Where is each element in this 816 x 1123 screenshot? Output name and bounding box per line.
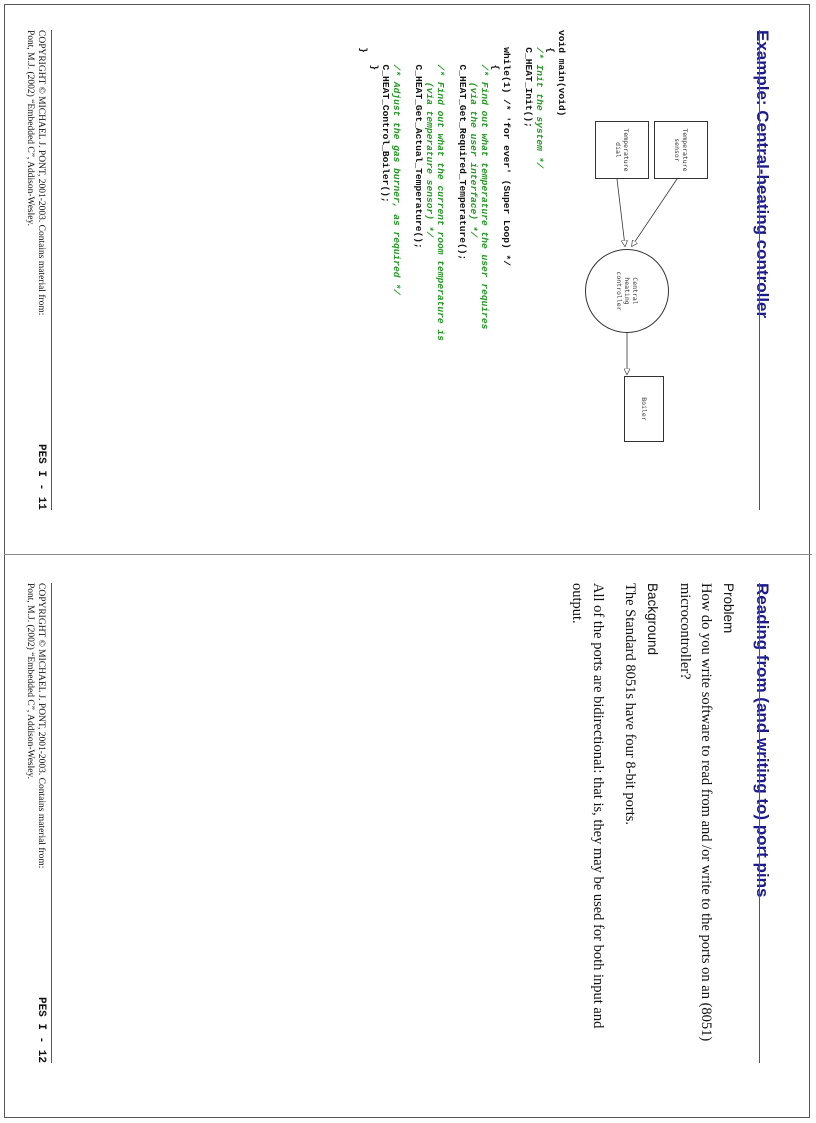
slide-footer (24, 30, 46, 510)
background-text: All of the ports are bidirectional: that is, they may be used for both input and output. (569, 583, 606, 1029)
code-line: while(1) /* 'for ever' (Super Loop) */ (501, 30, 512, 267)
code-line: } (369, 30, 380, 71)
code-comment: /* Init the system */ (534, 30, 545, 169)
background-heading: Background (645, 583, 660, 656)
boiler-box: Boiler (624, 376, 664, 442)
code-comment: (via the user interface) */ (468, 30, 479, 238)
page-number: PES I - 12 (35, 996, 47, 1063)
copyright-line: COPYRIGHT © MICHAEL J. PONT, 2001-2003. Contains material from: (36, 30, 46, 316)
slide-11 (4, 6, 812, 552)
temperature-sensor-box: Temperature sensor (654, 121, 708, 179)
code-comment: /* Find out what the current room temperature is (435, 30, 446, 341)
code-line: } (358, 30, 369, 54)
bottom-rule (51, 583, 52, 1063)
citation-line: Pont, M.J. (2002) “Embedded C”, Addison-Wesley. (25, 583, 35, 779)
problem-heading: Problem (721, 583, 736, 634)
slide-title: Example: Central-heating controller (753, 30, 772, 319)
slide-divider (4, 554, 812, 555)
problem-text: How do you write software to read from and /or write to the ports on an (8051) microcontroller? (677, 583, 714, 1042)
central-heating-controller-circle: Central heating controller (585, 249, 669, 333)
top-rule (759, 583, 760, 1063)
code-comment: /* Adjust the gas burner, as required */ (391, 30, 402, 295)
sensor-to-controller-arrow (632, 179, 677, 246)
dial-to-controller-arrow (617, 179, 625, 246)
code-comment: (via temperature sensor) */ (424, 30, 435, 238)
slide-footer (24, 583, 46, 1063)
code-line: C_HEAT_Get_Required_Temperature(); (457, 30, 468, 261)
bottom-rule (51, 30, 52, 510)
code-line: { (490, 30, 501, 71)
code-comment: /* Find out what temperature the user requires (479, 30, 490, 330)
page-number: PES I - 11 (35, 443, 47, 510)
slide-title: Reading from (and writing to) port pins (753, 583, 772, 898)
code-line: C_HEAT_Init(); (523, 30, 534, 128)
code-line: C_HEAT_Control_Boiler(); (380, 30, 391, 203)
background-text: The Standard 8051s have four 8-bit ports. (622, 583, 638, 826)
citation-line: Pont, M.J. (2002) “Embedded C”, Addison-Wesley. (25, 30, 35, 226)
code-line: void main(void) (556, 30, 567, 117)
code-line: { (545, 30, 556, 54)
code-line: C_HEAT_Get_Actual_Temperature(); (413, 30, 424, 249)
slide-12 (4, 559, 812, 1115)
copyright-line: COPYRIGHT © MICHAEL J. PONT, 2001-2003. Contains material from: (36, 583, 46, 869)
temperature-dial-box: Temperature dial (595, 121, 649, 179)
